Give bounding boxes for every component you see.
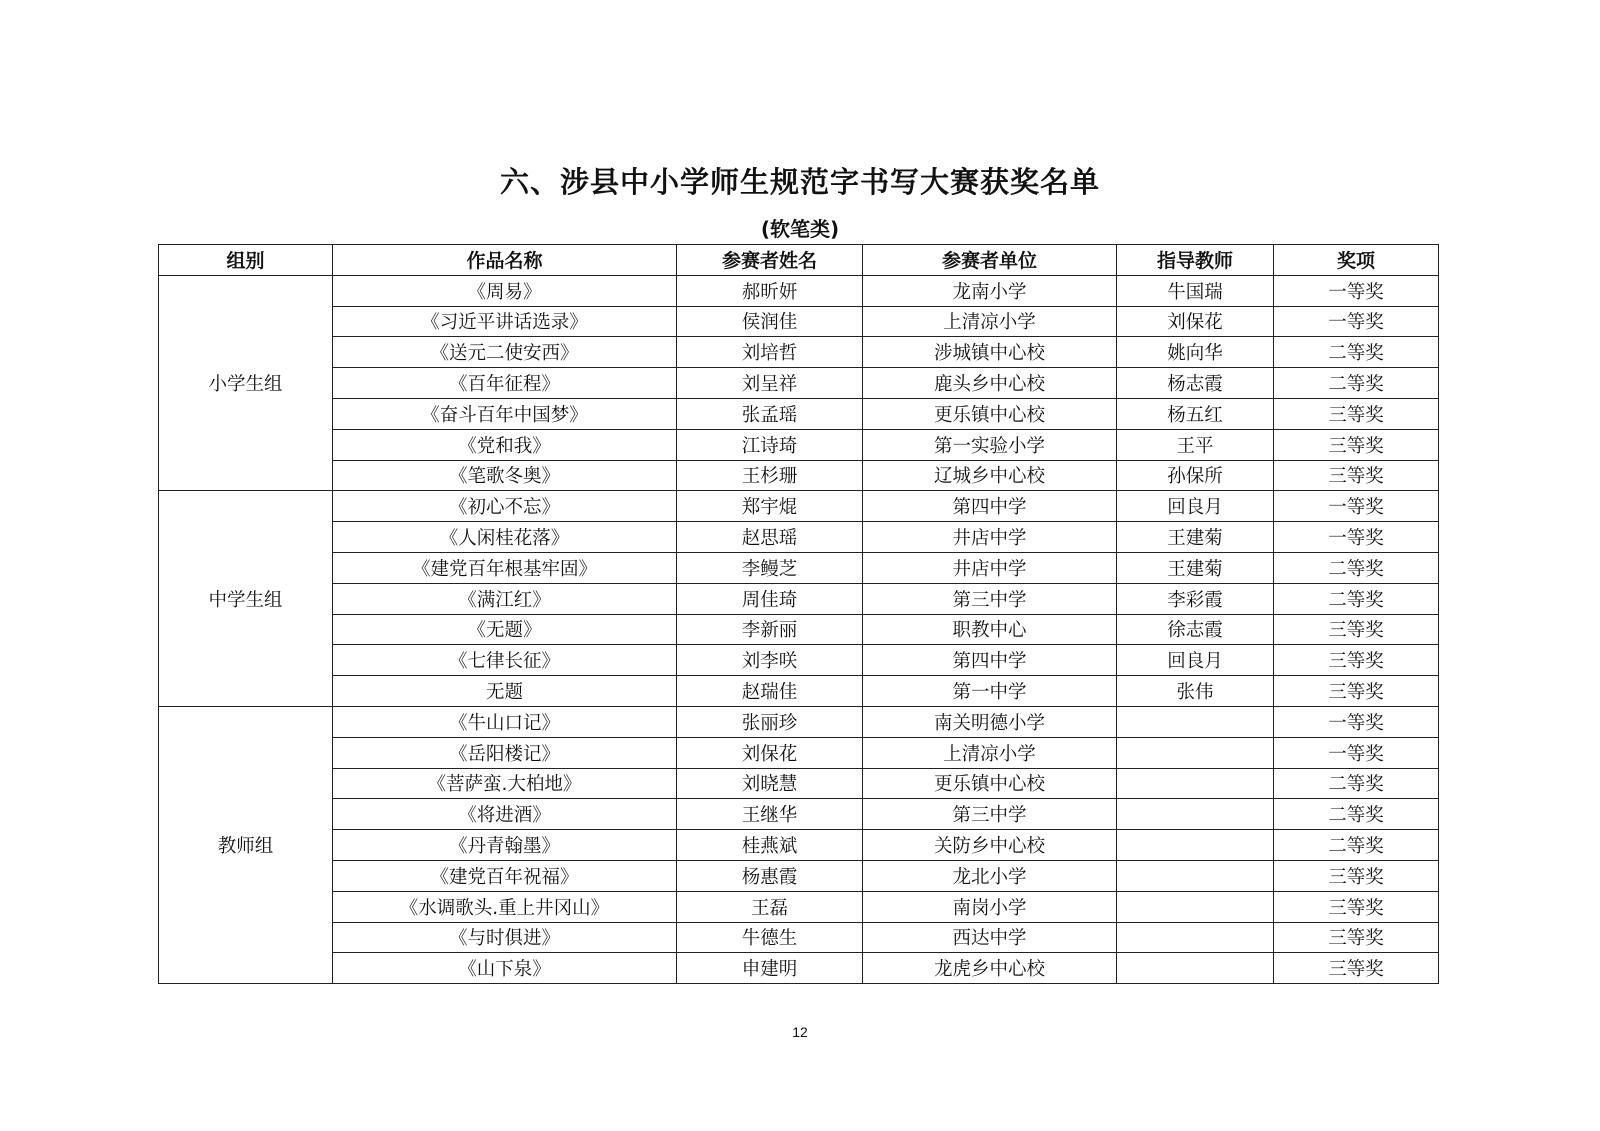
table-row xyxy=(159,922,1439,953)
header-participant-name: 参赛者姓名 xyxy=(677,245,863,276)
instructor-cell: 王平 xyxy=(1117,429,1274,460)
document-subtitle: (软笔类) xyxy=(760,217,840,241)
award-cell: 三等奖 xyxy=(1274,460,1439,491)
instructor-cell xyxy=(1117,860,1274,891)
instructor-cell xyxy=(1117,706,1274,737)
participant-unit-cell: 南关明德小学 xyxy=(863,706,1117,737)
participant-name-cell: 王杉珊 xyxy=(677,460,863,491)
instructor-cell: 杨五红 xyxy=(1117,398,1274,429)
participant-name-cell: 王继华 xyxy=(677,799,863,830)
participant-unit-cell: 井店中学 xyxy=(863,552,1117,583)
work-title-cell: 《丹青翰墨》 xyxy=(333,830,677,861)
participant-name-cell: 刘晓慧 xyxy=(677,768,863,799)
participant-unit-cell: 龙南小学 xyxy=(863,275,1117,306)
instructor-cell: 徐志霞 xyxy=(1117,614,1274,645)
participant-unit-cell: 南岗小学 xyxy=(863,891,1117,922)
table-row xyxy=(159,460,1439,491)
participant-unit-cell: 第三中学 xyxy=(863,583,1117,614)
participant-unit-cell: 鹿头乡中心校 xyxy=(863,368,1117,399)
instructor-cell: 张伟 xyxy=(1117,676,1274,707)
work-title-cell: 《岳阳楼记》 xyxy=(333,737,677,768)
award-cell: 三等奖 xyxy=(1274,614,1439,645)
participant-name-cell: 桂燕斌 xyxy=(677,830,863,861)
header-award: 奖项 xyxy=(1274,245,1439,276)
participant-unit-cell: 上清凉小学 xyxy=(863,306,1117,337)
header-work-title: 作品名称 xyxy=(333,245,677,276)
award-cell: 二等奖 xyxy=(1274,368,1439,399)
work-title-cell: 《建党百年祝福》 xyxy=(333,860,677,891)
participant-name-cell: 刘培哲 xyxy=(677,337,863,368)
award-cell: 三等奖 xyxy=(1274,645,1439,676)
work-title-cell: 《菩萨蛮.大柏地》 xyxy=(333,768,677,799)
participant-unit-cell: 井店中学 xyxy=(863,522,1117,553)
participant-name-cell: 杨惠霞 xyxy=(677,860,863,891)
award-cell: 二等奖 xyxy=(1274,552,1439,583)
participant-unit-cell: 更乐镇中心校 xyxy=(863,398,1117,429)
table-row xyxy=(159,522,1439,553)
table-row xyxy=(159,614,1439,645)
participant-unit-cell: 西达中学 xyxy=(863,922,1117,953)
participant-name-cell: 周佳琦 xyxy=(677,583,863,614)
table-row xyxy=(159,891,1439,922)
table-row xyxy=(159,275,1439,306)
participant-unit-cell: 龙虎乡中心校 xyxy=(863,953,1117,984)
award-cell: 三等奖 xyxy=(1274,953,1439,984)
instructor-cell xyxy=(1117,830,1274,861)
table-row xyxy=(159,706,1439,737)
award-cell: 二等奖 xyxy=(1274,337,1439,368)
instructor-cell: 王建菊 xyxy=(1117,522,1274,553)
participant-unit-cell: 第三中学 xyxy=(863,799,1117,830)
instructor-cell xyxy=(1117,768,1274,799)
instructor-cell: 杨志霞 xyxy=(1117,368,1274,399)
participant-name-cell: 张丽珍 xyxy=(677,706,863,737)
work-title-cell: 《将进酒》 xyxy=(333,799,677,830)
award-cell: 三等奖 xyxy=(1274,922,1439,953)
table-row xyxy=(159,953,1439,984)
award-cell: 三等奖 xyxy=(1274,429,1439,460)
participant-unit-cell: 上清凉小学 xyxy=(863,737,1117,768)
participant-unit-cell: 职教中心 xyxy=(863,614,1117,645)
participant-unit-cell: 第一中学 xyxy=(863,676,1117,707)
work-title-cell: 《奋斗百年中国梦》 xyxy=(333,398,677,429)
page-number: 12 xyxy=(792,1024,808,1040)
instructor-cell: 回良月 xyxy=(1117,645,1274,676)
instructor-cell xyxy=(1117,891,1274,922)
table-row xyxy=(159,676,1439,707)
participant-name-cell: 刘李咲 xyxy=(677,645,863,676)
participant-name-cell: 刘呈祥 xyxy=(677,368,863,399)
instructor-cell: 孙保所 xyxy=(1117,460,1274,491)
award-table xyxy=(158,244,1439,984)
participant-name-cell: 张孟瑶 xyxy=(677,398,863,429)
table-row xyxy=(159,737,1439,768)
work-title-cell: 《无题》 xyxy=(333,614,677,645)
award-cell: 二等奖 xyxy=(1274,799,1439,830)
work-title-cell: 《建党百年根基牢固》 xyxy=(333,552,677,583)
work-title-cell: 《人闲桂花落》 xyxy=(333,522,677,553)
instructor-cell: 回良月 xyxy=(1117,491,1274,522)
participant-unit-cell: 关防乡中心校 xyxy=(863,830,1117,861)
participant-unit-cell: 第四中学 xyxy=(863,645,1117,676)
header-participant-unit: 参赛者单位 xyxy=(863,245,1117,276)
participant-unit-cell: 涉城镇中心校 xyxy=(863,337,1117,368)
header-instructor: 指导教师 xyxy=(1117,245,1274,276)
award-cell: 二等奖 xyxy=(1274,583,1439,614)
work-title-cell: 《满江红》 xyxy=(333,583,677,614)
award-cell: 三等奖 xyxy=(1274,676,1439,707)
document-title: 六、涉县中小学师生规范字书写大赛获奖名单 xyxy=(499,165,1100,199)
group-name-cell: 教师组 xyxy=(159,706,333,983)
participant-name-cell: 申建明 xyxy=(677,953,863,984)
table-row xyxy=(159,552,1439,583)
table-row xyxy=(159,768,1439,799)
participant-name-cell: 赵思瑶 xyxy=(677,522,863,553)
award-cell: 二等奖 xyxy=(1274,830,1439,861)
participant-unit-cell: 第一实验小学 xyxy=(863,429,1117,460)
award-cell: 一等奖 xyxy=(1274,491,1439,522)
participant-name-cell: 侯润佳 xyxy=(677,306,863,337)
award-cell: 一等奖 xyxy=(1274,275,1439,306)
award-table-body xyxy=(159,275,1439,983)
group-name-cell: 小学生组 xyxy=(159,275,333,491)
participant-name-cell: 牛德生 xyxy=(677,922,863,953)
work-title-cell: 《初心不忘》 xyxy=(333,491,677,522)
table-row xyxy=(159,860,1439,891)
instructor-cell xyxy=(1117,799,1274,830)
participant-name-cell: 刘保花 xyxy=(677,737,863,768)
work-title-cell: 《七律长征》 xyxy=(333,645,677,676)
award-cell: 二等奖 xyxy=(1274,768,1439,799)
instructor-cell: 刘保花 xyxy=(1117,306,1274,337)
instructor-cell xyxy=(1117,953,1274,984)
header-group: 组别 xyxy=(159,245,333,276)
instructor-cell: 王建菊 xyxy=(1117,552,1274,583)
award-cell: 三等奖 xyxy=(1274,891,1439,922)
award-cell: 一等奖 xyxy=(1274,706,1439,737)
table-row xyxy=(159,337,1439,368)
award-cell: 一等奖 xyxy=(1274,522,1439,553)
participant-unit-cell: 龙北小学 xyxy=(863,860,1117,891)
group-name-cell: 中学生组 xyxy=(159,491,333,707)
award-cell: 三等奖 xyxy=(1274,398,1439,429)
work-title-cell: 无题 xyxy=(333,676,677,707)
table-row xyxy=(159,306,1439,337)
work-title-cell: 《送元二使安西》 xyxy=(333,337,677,368)
work-title-cell: 《笔歌冬奥》 xyxy=(333,460,677,491)
work-title-cell: 《党和我》 xyxy=(333,429,677,460)
table-row xyxy=(159,830,1439,861)
table-row xyxy=(159,398,1439,429)
participant-unit-cell: 更乐镇中心校 xyxy=(863,768,1117,799)
participant-name-cell: 郝昕妍 xyxy=(677,275,863,306)
table-row xyxy=(159,368,1439,399)
work-title-cell: 《牛山口记》 xyxy=(333,706,677,737)
participant-name-cell: 王磊 xyxy=(677,891,863,922)
table-row xyxy=(159,429,1439,460)
work-title-cell: 《与时俱进》 xyxy=(333,922,677,953)
work-title-cell: 《百年征程》 xyxy=(333,368,677,399)
work-title-cell: 《习近平讲话选录》 xyxy=(333,306,677,337)
award-cell: 三等奖 xyxy=(1274,860,1439,891)
participant-unit-cell: 第四中学 xyxy=(863,491,1117,522)
instructor-cell xyxy=(1117,922,1274,953)
table-row xyxy=(159,645,1439,676)
award-cell: 一等奖 xyxy=(1274,737,1439,768)
work-title-cell: 《山下泉》 xyxy=(333,953,677,984)
participant-name-cell: 郑宇焜 xyxy=(677,491,863,522)
participant-name-cell: 赵瑞佳 xyxy=(677,676,863,707)
instructor-cell: 姚向华 xyxy=(1117,337,1274,368)
participant-unit-cell: 辽城乡中心校 xyxy=(863,460,1117,491)
table-row xyxy=(159,491,1439,522)
participant-name-cell: 江诗琦 xyxy=(677,429,863,460)
work-title-cell: 《周易》 xyxy=(333,275,677,306)
participant-name-cell: 李鳗芝 xyxy=(677,552,863,583)
award-cell: 一等奖 xyxy=(1274,306,1439,337)
participant-name-cell: 李新丽 xyxy=(677,614,863,645)
table-row xyxy=(159,583,1439,614)
instructor-cell: 牛国瑞 xyxy=(1117,275,1274,306)
instructor-cell xyxy=(1117,737,1274,768)
instructor-cell: 李彩霞 xyxy=(1117,583,1274,614)
work-title-cell: 《水调歌头.重上井冈山》 xyxy=(333,891,677,922)
table-row xyxy=(159,799,1439,830)
header-row xyxy=(159,245,1439,276)
